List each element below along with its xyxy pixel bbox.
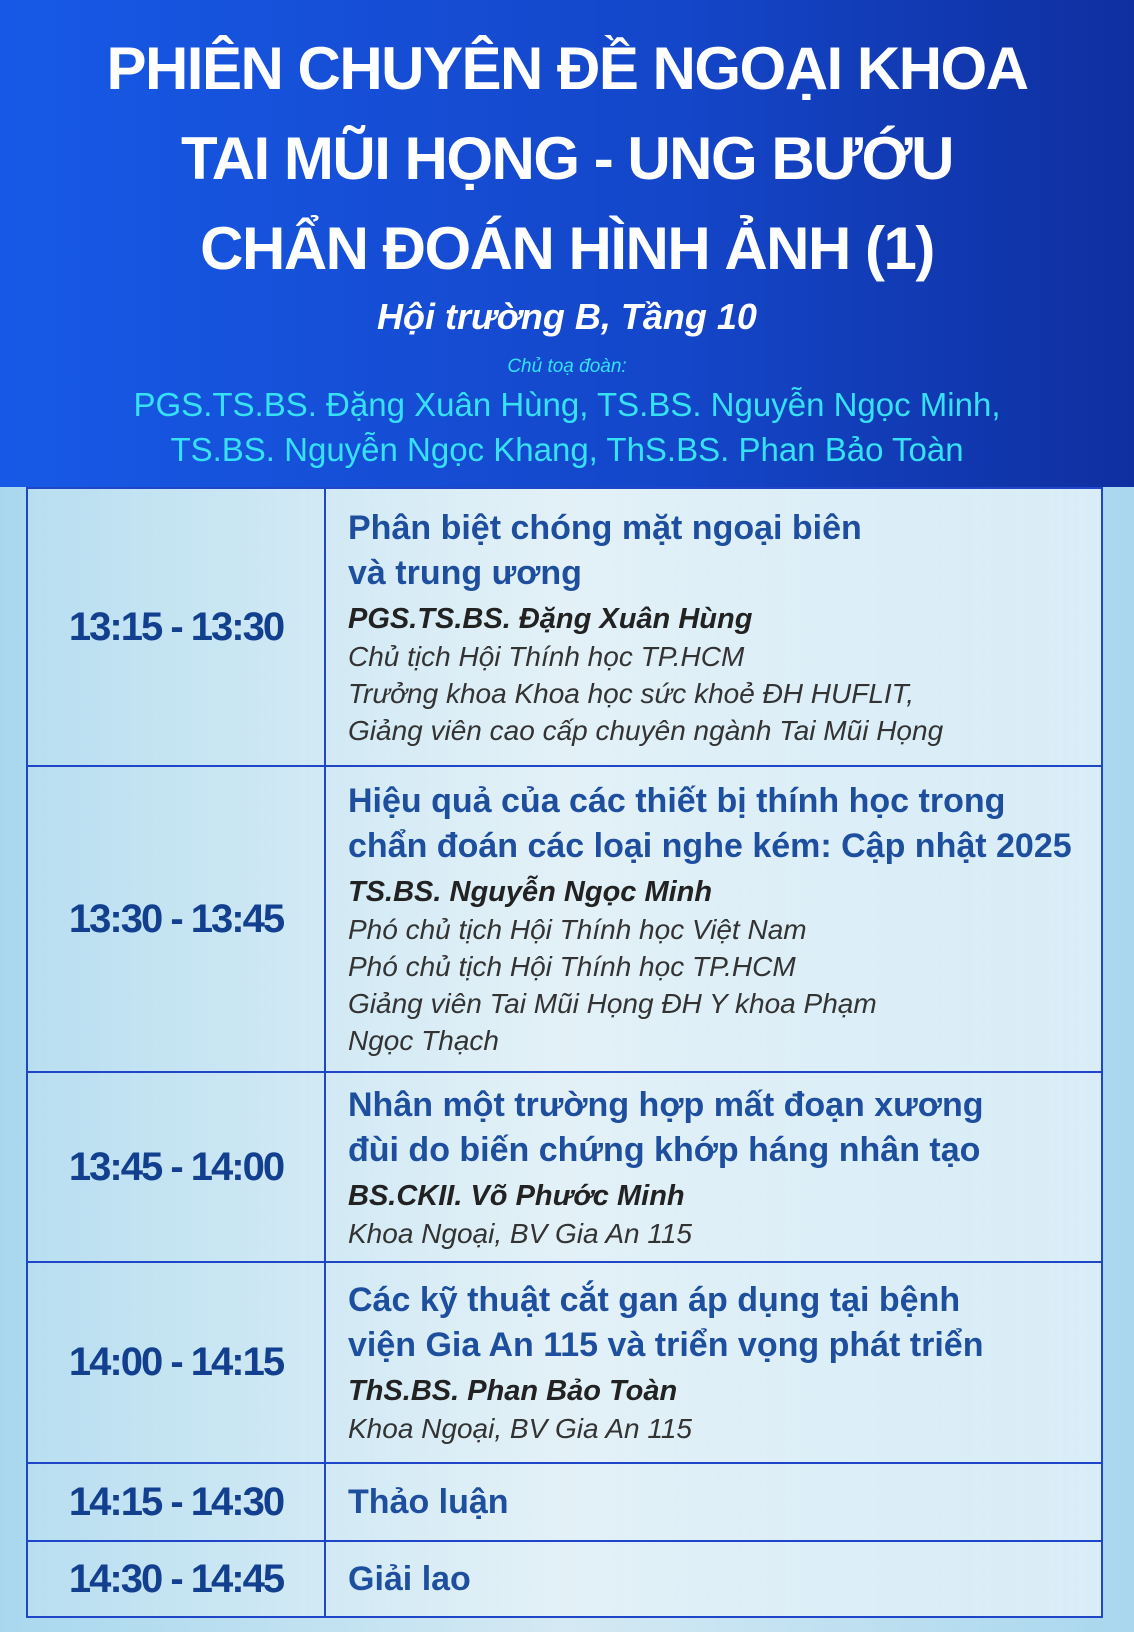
table-row [27, 1541, 1102, 1617]
session-topic: Thảo luận [348, 1482, 509, 1521]
session-content [325, 488, 1102, 766]
session-content [325, 1072, 1102, 1262]
table-row [27, 1072, 1102, 1262]
session-speaker: BS.CKII. Võ Phước Minh [348, 1179, 685, 1212]
session-topic: Giải lao [348, 1559, 471, 1598]
chair-label: Chủ toạ đoàn: [507, 356, 627, 377]
speaker-role: Phó chủ tịch Hội Thính học TP.HCM [348, 951, 796, 982]
session-topic: Hiệu quả của các thiết bị thính học trong chẩn đoán các loại nghe kém: Cập nhật 2025 [348, 782, 1072, 865]
session-content [325, 766, 1102, 1072]
speaker-role: Giảng viên cao cấp chuyên ngành Tai Mũi Họng [348, 714, 944, 746]
session-topic: Nhân một trường hợp mất đoạn xương đùi do biến chứng khớp háng nhân tạo [348, 1085, 984, 1169]
speaker-role: Giảng viên Tai Mũi Họng ĐH Y khoa Phạm [348, 988, 877, 1019]
speaker-role: Khoa Ngoại, BV Gia An 115 [348, 1413, 692, 1444]
venue: Hội trường B, Tầng 10 [377, 296, 757, 337]
session-content [325, 1541, 1102, 1617]
session-content [325, 1262, 1102, 1463]
chairs-line: TS.BS. Nguyễn Ngọc Khang, ThS.BS. Phan Bảo Toàn [170, 431, 964, 468]
session-time: 13:30 - 13:45 [27, 766, 325, 1072]
session-time: 14:30 - 14:45 [27, 1541, 325, 1617]
session-time: 13:45 - 14:00 [27, 1072, 325, 1262]
title-line: PHIÊN CHUYÊN ĐỀ NGOẠI KHOA [106, 35, 1028, 102]
session-time: 14:15 - 14:30 [27, 1463, 325, 1541]
session-topic: Phân biệt chóng mặt ngoại biên và trung ương [348, 508, 862, 592]
session-speaker: ThS.BS. Phan Bảo Toàn [348, 1375, 678, 1407]
speaker-role: Ngọc Thạch [348, 1025, 499, 1056]
table-row [27, 1262, 1102, 1463]
session-topic: Các kỹ thuật cắt gan áp dụng tại bệnh viện Gia An 115 và triển vọng phát triển [348, 1281, 984, 1364]
page-title [0, 0, 1134, 294]
title-line: CHẨN ĐOÁN HÌNH ẢNH (1) [200, 215, 934, 282]
speaker-role: Phó chủ tịch Hội Thính học Việt Nam [348, 914, 807, 945]
session-time: 13:15 - 13:30 [27, 488, 325, 766]
session-content [325, 1463, 1102, 1541]
table-row [27, 1463, 1102, 1541]
speaker-role: Khoa Ngoại, BV Gia An 115 [348, 1217, 692, 1249]
speaker-role: Chủ tịch Hội Thính học TP.HCM [348, 640, 745, 672]
session-speaker: PGS.TS.BS. Đặng Xuân Hùng [348, 602, 753, 635]
table-row [27, 766, 1102, 1072]
chairs [0, 382, 1134, 472]
header-banner [0, 0, 1134, 487]
chairs-line: PGS.TS.BS. Đặng Xuân Hùng, TS.BS. Nguyễn Ngọc Minh, [133, 386, 1001, 423]
schedule-table [26, 487, 1103, 1618]
speaker-role: Trưởng khoa Khoa học sức khoẻ ĐH HUFLIT, [348, 677, 914, 709]
session-time: 14:00 - 14:15 [27, 1262, 325, 1463]
title-line: TAI MŨI HỌNG - UNG BƯỚU [181, 125, 953, 192]
table-row [27, 488, 1102, 766]
session-speaker: TS.BS. Nguyễn Ngọc Minh [348, 876, 713, 908]
